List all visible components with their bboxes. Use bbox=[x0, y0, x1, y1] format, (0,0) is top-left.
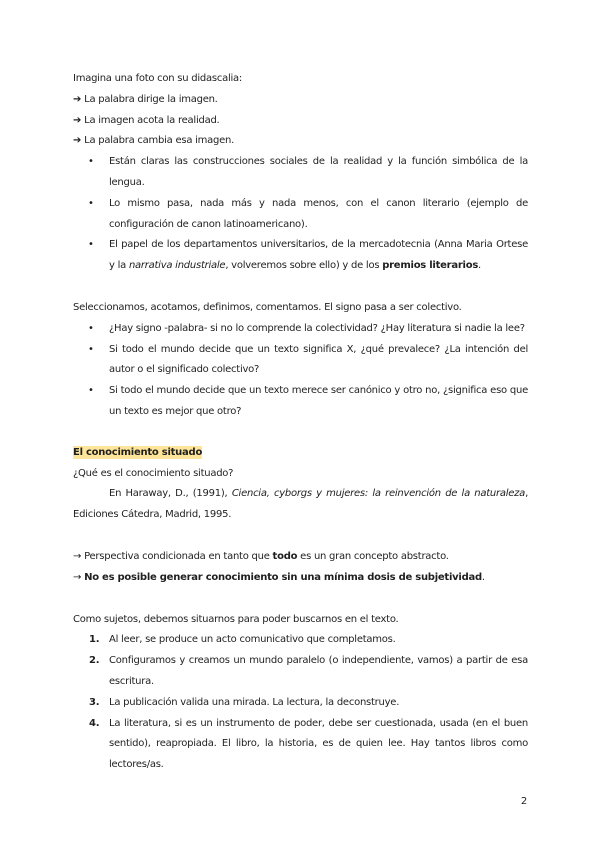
arrow-icon: ➔ bbox=[73, 135, 82, 147]
thin-arrow-icon: → bbox=[73, 550, 82, 562]
arrow-item: ➔ La imagen acota la realidad. bbox=[73, 114, 220, 126]
intro-lead: Imagina una foto con su didascalia: bbox=[73, 73, 243, 84]
list-item: • Están claras las construcciones sociales de la realidad y la función simbólica de la lengua. bbox=[73, 152, 528, 194]
list-item: 2. Configuramos y creamos un mundo paralelo (o independiente, vamos) a partir de esa escritura. bbox=[89, 655, 528, 687]
arrow-icon: ➔ bbox=[73, 93, 82, 105]
arrow-item: ➔ La palabra cambia esa imagen. bbox=[73, 135, 235, 147]
arrow-statement: → Perspectiva condicionada en tanto que todo es un gran concepto abstracto. bbox=[73, 550, 449, 562]
reference: En Haraway, D., (1991), Ciencia, cyborgs y mujeres: la reinvención de la naturaleza, Ediciones Cátedra, Madrid, 1995. bbox=[73, 488, 528, 521]
list-item: 3. La publicación valida una mirada. La lectura, la deconstruye. bbox=[89, 696, 400, 708]
arrow-statement: → No es posible generar conocimiento sin una mínima dosis de subjetividad. bbox=[73, 571, 485, 583]
list-item: • ¿Hay signo -palabra- si no lo comprende la colectividad? ¿Hay literatura si nadie la lee? bbox=[73, 319, 528, 340]
list-item: • Si todo el mundo decide que un texto significa X, ¿qué prevalece? ¿La intención del autor o el significado colectivo? bbox=[73, 340, 528, 382]
thin-arrow-icon: → bbox=[73, 571, 82, 583]
arrow-item: ➔ La palabra dirige la imagen. bbox=[73, 93, 218, 105]
list-item: • Si todo el mundo decide que un texto merece ser canónico y otro no, ¿significa eso que un texto es mejor que otro? bbox=[73, 381, 528, 423]
list-item: 1. Al leer, se produce un acto comunicativo que completamos. bbox=[89, 634, 396, 646]
intro-bullet-list bbox=[73, 152, 528, 277]
subjects-numbered-list bbox=[73, 630, 528, 776]
subjects-lead: Como sujetos, debemos situarnos para poder buscarnos en el texto. bbox=[73, 613, 399, 625]
collective-lead: Seleccionamos, acotamos, definimos, comentamos. El signo pasa a ser colectivo. bbox=[73, 301, 462, 313]
list-item: 4. La literatura, si es un instrumento de poder, debe ser cuestionada, usada (en el buen sentido), reapropiada. El libro, la historia, es de quien lee. Hay tantos libros como lectores/as. bbox=[89, 717, 528, 771]
page-content bbox=[73, 69, 528, 776]
section-heading: El conocimiento situado bbox=[73, 446, 203, 458]
list-item: • El papel de los departamentos universitarios, de la mercadotecnia (Anna Maria Ortese y la narrativa industriale, volveremos sobre ello) y de los premios literarios. bbox=[73, 235, 528, 277]
collective-bullet-list bbox=[73, 319, 528, 423]
situated-question: ¿Qué es el conocimiento situado? bbox=[73, 467, 234, 479]
list-item: • Lo mismo pasa, nada más y nada menos, con el canon literario (ejemplo de configuración de canon latinoamericano). bbox=[73, 194, 528, 236]
page-number: 2 bbox=[520, 796, 527, 807]
arrow-icon: ➔ bbox=[73, 114, 82, 126]
